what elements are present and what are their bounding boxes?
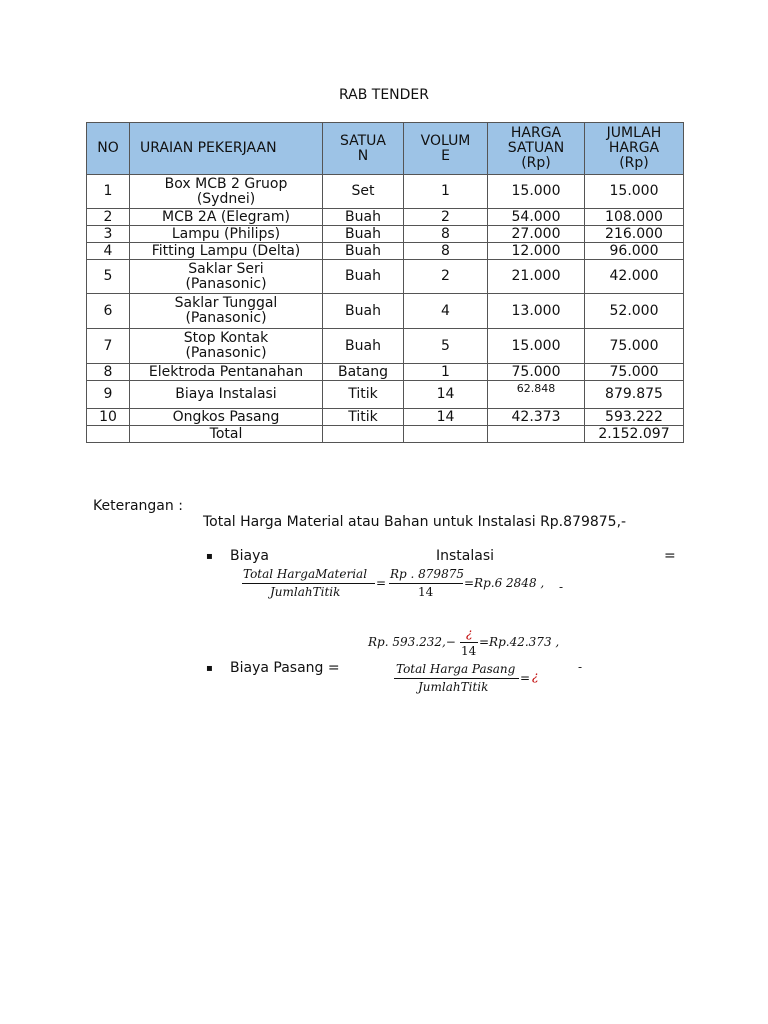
- header-harga-satuan: HARGA SATUAN (Rp): [488, 123, 585, 175]
- f1-denominator: JumlahTitik: [270, 585, 341, 599]
- cell-satuan: Buah: [323, 260, 404, 294]
- header-uraian: URAIAN PEKERJAAN: [130, 123, 323, 175]
- cell-harga: 15.000: [488, 175, 585, 209]
- f1-numerator2: Rp . 879875: [390, 567, 464, 581]
- header-no: NO: [87, 123, 130, 175]
- table-row: [87, 243, 684, 260]
- cell-no: 9: [87, 381, 130, 409]
- f1-fraction-bar2: [389, 583, 463, 584]
- cell-no: 2: [87, 209, 130, 226]
- table-row: [87, 409, 684, 426]
- f2-denominator: 14: [461, 644, 477, 658]
- cell-jumlah: 42.000: [585, 260, 684, 294]
- cell-volume: 5: [404, 329, 488, 364]
- f1-numerator: Total HargaMaterial: [243, 567, 368, 581]
- cell-satuan: Batang: [323, 364, 404, 381]
- total-label: Total: [130, 426, 323, 443]
- f3-eq: =: [520, 671, 531, 685]
- cell-no: 10: [87, 409, 130, 426]
- cell-uraian: Stop Kontak (Panasonic): [130, 329, 323, 364]
- f3-result: ¿: [532, 669, 539, 683]
- f1-dash: -: [559, 580, 564, 594]
- table-total-row: [87, 426, 684, 443]
- cell-jumlah: 216.000: [585, 226, 684, 243]
- cell-jumlah: 593.222: [585, 409, 684, 426]
- table-row: [87, 260, 684, 294]
- cell-uraian: Fitting Lampu (Delta): [130, 243, 323, 260]
- cell-uraian: Box MCB 2 Gruop (Sydnei): [130, 175, 323, 209]
- cell-no: 8: [87, 364, 130, 381]
- cell-satuan: Titik: [323, 409, 404, 426]
- cell-harga: 21.000: [488, 260, 585, 294]
- f3-fraction-bar: [394, 678, 519, 679]
- cell-volume: 2: [404, 260, 488, 294]
- header-jumlah-harga: JUMLAH HARGA (Rp): [585, 123, 684, 175]
- cell-no: 4: [87, 243, 130, 260]
- cell-harga: 75.000: [488, 364, 585, 381]
- cell-jumlah: 75.000: [585, 364, 684, 381]
- f3-denominator: JumlahTitik: [418, 680, 489, 694]
- bullet-icon: ▪: [206, 663, 213, 674]
- cell-volume: 8: [404, 243, 488, 260]
- cell-uraian: Saklar Seri (Panasonic): [130, 260, 323, 294]
- cell-volume: 8: [404, 226, 488, 243]
- bullet-icon: ▪: [206, 551, 213, 562]
- cell-no: 3: [87, 226, 130, 243]
- cell-harga: 42.373: [488, 409, 585, 426]
- table-row: [87, 294, 684, 329]
- f3-numerator: Total Harga Pasang: [396, 662, 516, 676]
- cell-volume: 14: [404, 381, 488, 409]
- table-row: [87, 175, 684, 209]
- biaya-word: Biaya: [230, 548, 269, 564]
- cell-jumlah: 15.000: [585, 175, 684, 209]
- cell-empty: [404, 426, 488, 443]
- cell-jumlah: 108.000: [585, 209, 684, 226]
- biaya-eq: =: [664, 548, 676, 564]
- material-line: Total Harga Material atau Bahan untuk Instalasi Rp.879875,-: [203, 514, 627, 530]
- header-volume: VOLUM E: [404, 123, 488, 175]
- cell-satuan: Titik: [323, 381, 404, 409]
- cell-uraian: Biaya Instalasi: [130, 381, 323, 409]
- cell-satuan: Buah: [323, 226, 404, 243]
- cell-harga: 12.000: [488, 243, 585, 260]
- rab-table: [86, 122, 684, 443]
- cell-uraian: MCB 2A (Elegram): [130, 209, 323, 226]
- cell-satuan: Buah: [323, 329, 404, 364]
- f1-eq: =: [376, 576, 387, 590]
- f2-numerator: ¿: [466, 626, 473, 640]
- page-title: RAB TENDER: [338, 87, 429, 103]
- f1-result: =Rp.6 2848 ,: [464, 576, 545, 590]
- cell-jumlah: 52.000: [585, 294, 684, 329]
- cell-volume: 1: [404, 364, 488, 381]
- table-row: [87, 364, 684, 381]
- f2-result: =Rp.42.373 ,: [479, 635, 560, 649]
- cell-jumlah: 75.000: [585, 329, 684, 364]
- cell-no: 7: [87, 329, 130, 364]
- cell-satuan: Buah: [323, 243, 404, 260]
- cell-harga: 62.848: [488, 381, 585, 409]
- cell-empty: [323, 426, 404, 443]
- cell-uraian: Elektroda Pentanahan: [130, 364, 323, 381]
- cell-volume: 2: [404, 209, 488, 226]
- cell-no: 5: [87, 260, 130, 294]
- table-row: [87, 226, 684, 243]
- cell-harga: 13.000: [488, 294, 585, 329]
- cell-harga: 54.000: [488, 209, 585, 226]
- cell-no: 6: [87, 294, 130, 329]
- cell-volume: 4: [404, 294, 488, 329]
- cell-satuan: Set: [323, 175, 404, 209]
- cell-uraian: Saklar Tunggal (Panasonic): [130, 294, 323, 329]
- cell-jumlah: 879.875: [585, 381, 684, 409]
- f2-prefix: Rp. 593.232,−: [368, 635, 456, 649]
- table-header-row: [87, 123, 684, 175]
- cell-no: 1: [87, 175, 130, 209]
- instalasi-word: Instalasi: [436, 548, 495, 564]
- cell-volume: 14: [404, 409, 488, 426]
- f1-denominator2: 14: [418, 585, 434, 599]
- cell-empty: [87, 426, 130, 443]
- header-satuan: SATUA N: [323, 123, 404, 175]
- cell-satuan: Buah: [323, 209, 404, 226]
- table-row: [87, 381, 684, 409]
- cell-uraian: Ongkos Pasang: [130, 409, 323, 426]
- total-value: 2.152.097: [585, 426, 684, 443]
- cell-harga: 15.000: [488, 329, 585, 364]
- biaya-pasang-label: Biaya Pasang =: [230, 660, 340, 676]
- cell-volume: 1: [404, 175, 488, 209]
- table-row: [87, 209, 684, 226]
- table-row: [87, 329, 684, 364]
- f1-fraction-bar: [242, 583, 375, 584]
- cell-uraian: Lampu (Philips): [130, 226, 323, 243]
- f2-fraction-bar: [460, 642, 478, 643]
- cell-jumlah: 96.000: [585, 243, 684, 260]
- cell-satuan: Buah: [323, 294, 404, 329]
- cell-harga: 27.000: [488, 226, 585, 243]
- f3-dash: -: [578, 660, 583, 674]
- keterangan-label: Keterangan :: [93, 498, 183, 514]
- cell-empty: [488, 426, 585, 443]
